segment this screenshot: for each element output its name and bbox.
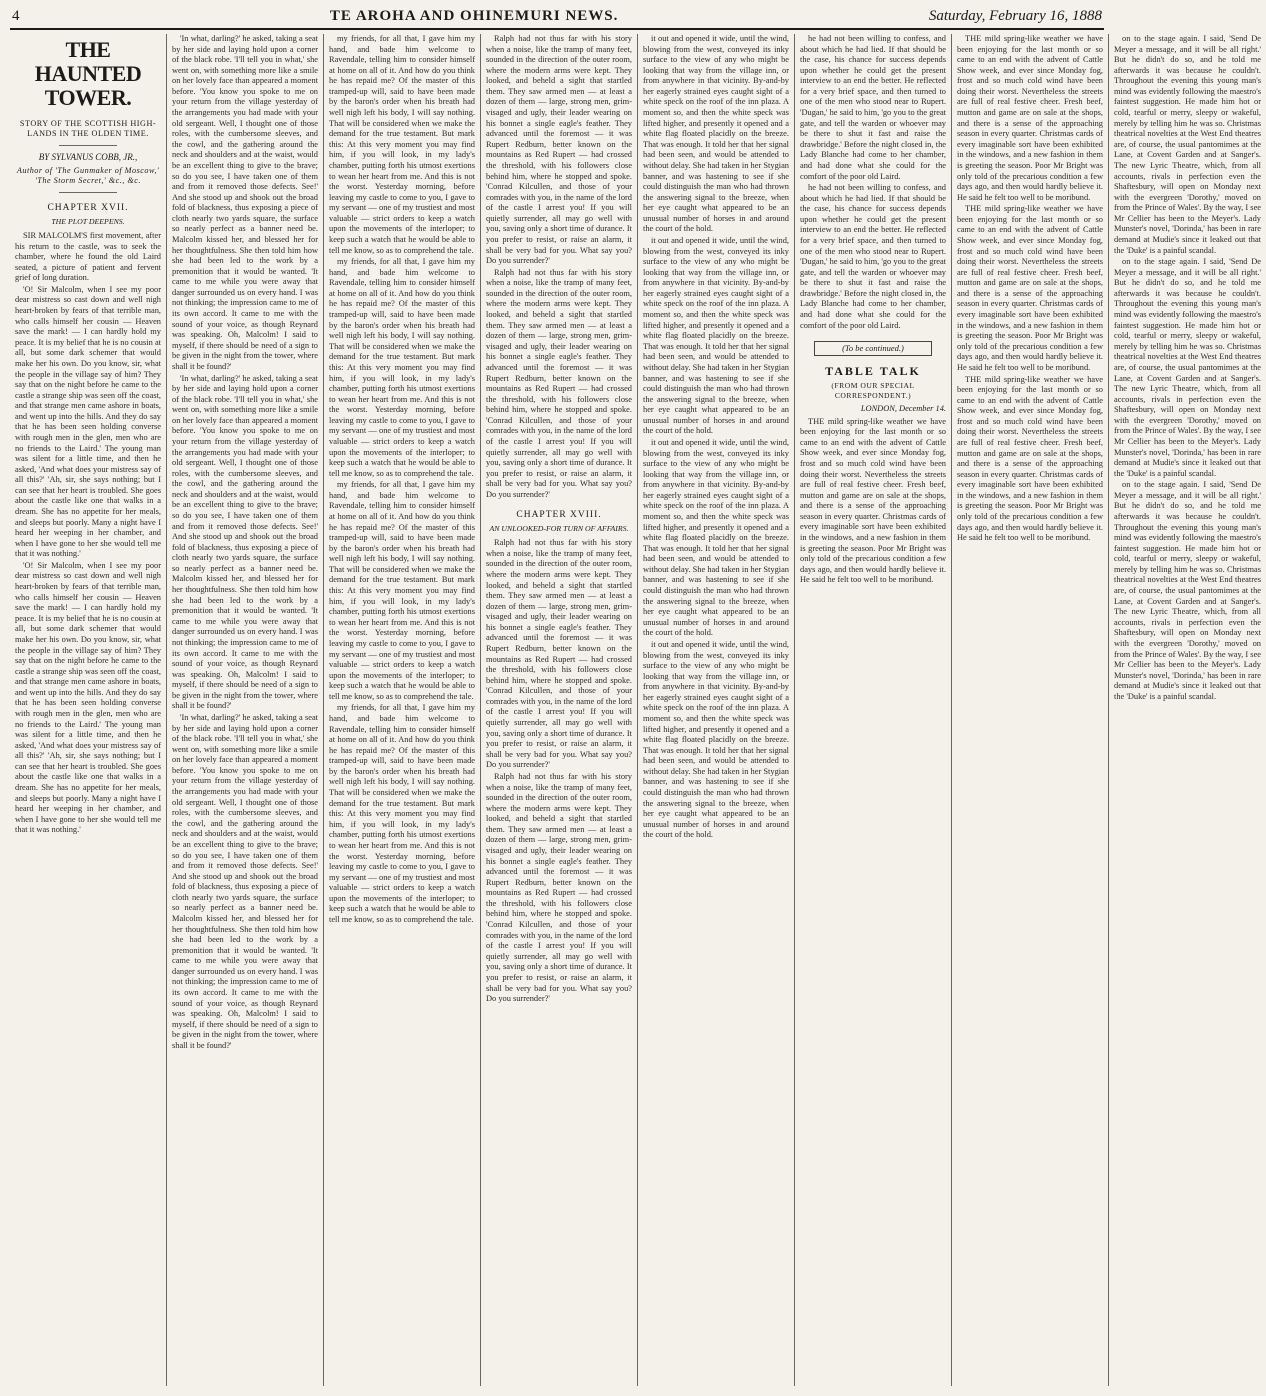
article-paragraph: 'In what, darling?' he asked, taking a seat by her side and laying hold upon a corner of the black robe. 'I'll tell you in what,' she went on, with something more like a smile on her lovely face than appeared a moment before. 'You know you spoke to me on your return from the village yesterday of the arrangements you had made with your old sergeant. Well, I thought one of those roles, with the cumbersome sleeves, and the cowl, and the gathering around the neck and shoulders and at the waist, would be an excellent thing to give to the brave; so do you see, I have taken one of them and from it removed those defects. See!' And she stood up and shook out the broad fold of blackness, thus exposing a piece of cloth nearly two yards square, the surface so nearly perfect as a banner need be. Malcolm kissed her, and blessed her for her thoughtfulness. She then told him how she had been led to the work by a premonition that it would be wanted. 'It came to me while you were away that danger surrounded us on every hand. I was not thinking; the impression came to me of its own accord. It came to me with the sound of your voice, as though Reynard was speaking. Oh, Malcolm! I said to myself, if there should be need of a sign to be given in the night from the tower, where shall it be found?' [172, 713, 318, 1050]
article-paragraph: SIR MALCOLM'S first movement, after his return to the castle, was to seek the chamber, where he found the old Laird seated, a picture of patient and fervent grief of long duration. [15, 230, 161, 283]
article-paragraph: 'In what, darling?' he asked, taking a seat by her side and laying hold upon a corner of the black robe. 'I'll tell you in what,' she went on, with something more like a smile on her lovely face than appeared a moment before. 'You know you spoke to me on your return from the village yesterday of the arrangements you had made with your old sergeant. Well, I thought one of those roles, with the cumbersome sleeves, and the cowl, and the gathering around the neck and shoulders and at the waist, would be an excellent thing to give to the brave; so do you see, I have taken one of them and from it removed those defects. See!' And she stood up and shook out the broad fold of blackness, thus exposing a piece of cloth nearly two yards square, the surface so nearly perfect as a banner need be. Malcolm kissed her, and blessed her for her thoughtfulness. She then told him how she had been led to the work by a premonition that it would be wanted. 'It came to me while you were away that danger surrounded us on every hand. I was not thinking; the impression came to me of its own accord. It came to me with the sound of your voice, as though Reynard was speaking. Oh, Malcolm! I said to myself, if there should be need of a sign to be given in the night from the tower, where shall it be found?' [172, 373, 318, 711]
article-paragraph: my friends, for all that, I gave him my hand, and bade him welcome to Ravendale, telling him to consider himself at home on all of it. And how do you think he has repaid me? Of the master of this tramped-up will, said to have been made by the baron's order when his breath had well nigh left his body, I will say nothing. That will be considered when we make the demand for the true testament. But mark this: At this very moment you may find him, if you will look, in my lady's chamber, putting forth his utmost exertions to wean her heart from me. And this is not the worst. Yesterday morning, before leaving my castle to come to you, I gave to my servant — one of my trustiest and most valuable — strict orders to keep a watch upon the movements of the interloper; to keep such a watch that he would be able to tell me know, so as to comprehend the tale. [329, 34, 475, 255]
article-paragraph: on to the stage again. I said, 'Send De Meyer a message, and it will be all right.' But he didn't do so, and he told me afterwards it was because he couldn't. Throughout the evening this young man's mind was evidently following the maestro's faintest suggestion. He made him hot or cold, tearful or merry, sleepy or wakeful, merely by telling him he was so. Christmas theatrical novelties at the West End theatres are, of course, the usual pantomimes at the Lane, at Covent Garden and at Sanger's. The new Lyric Theatre, which, from all accounts, rivals in perfection even the Shaftesbury, will open on Monday next with the evergreen 'Dorothy,' moved on from the Prince of Wales'. By the way, I see Mr Cellier has been to the Meyer's. Lady Munster's novel, 'Dorinda,' has been in rare demand at Mudie's since it leaked out that the 'Duke' is a painful scandal. [1114, 480, 1261, 701]
article-paragraph: Ralph had not thus far with his story when a noise, like the tramp of many feet, sounded in the direction of the outer room, where the modern arms were kept. They looked, and beheld a sight that startled them. They saw armed men — at least a dozen of them — large, strong men, grim-visaged and ugly, their leader wearing on his bonnet a single eagle's feather. They advanced until the foremost — it was Rupert Redburn, better known on the mountains as Red Rupert — had crossed the threshold, with his followers close behind him, where he stopped and spoke. 'Conrad Kilcullen, and those of your comrades with you, in the name of the lord of the castle I arrest you! If you will quietly surrender, all may go well with you, saving only a short time of durance. It you prefer to resist, or raise an alarm, it shall be very bad for you. What say you? Do you surrender?' [486, 34, 632, 266]
page-number: 4 [12, 8, 20, 24]
correspondent-credit: (FROM OUR SPECIAL CORRESPONDENT.) [831, 381, 915, 400]
article-paragraph: Ralph had not thus far with his story when a noise, like the tramp of many feet, sounded in the direction of the outer room, where the modern arms were kept. They looked, and beheld a sight that startled them. They saw armed men — at least a dozen of them — large, strong men, grim-visaged and ugly, their leader wearing on his bonnet a single eagle's feather. They advanced until the foremost — it was Rupert Redburn, better known on the mountains as Red Rupert — had crossed the threshold, with his followers close behind him, where he stopped and spoke. 'Conrad Kilcullen, and those of your comrades with you, in the name of the lord of the castle I arrest you! If you will quietly surrender, all may go well with you, saving only a short time of durance. It you prefer to resist, or raise an alarm, it shall be very bad for you. What say you? Do you surrender?' [486, 771, 632, 1004]
masthead [10, 8, 1104, 30]
article-paragraph: 'O! Sir Malcolm, when I see my poor dear mistress so cast down and well nigh heart-broken by fears of that terrible man, who calls himself her cousin — Heaven save the mark! — I can hardly hold my peace. It is my belief that he is no cousin at all, but some dark schemer that would make her his own. Do you know, sir, what the people in the village say of him? They say that on the night before he came to the castle a strange ship was seen off the coast, and that strange men came ashore in boats, and went up into the hills. And they do say that he has been seen holding converse with rough men in the glen, men who are no friends to the Laird.' The young man was silent for a little time, and then he asked, 'And what does your mistress say of all this?' 'Ah, sir, she says nothing; but I can see that her heart is troubled. She goes about the castle like one that walks in a dream. She has no appetite for her meals, and sleeps but poorly. Many a night have I heard her weeping in her chamber, and when I have gone to her she would tell me that it was nothing.' [15, 284, 161, 559]
paper-title: TE AROHA AND OHINEMURI NEWS. [329, 8, 619, 24]
section-heading-table-talk: TABLE TALK [825, 363, 921, 378]
continued-notice: (To be continued.) [814, 341, 933, 356]
story-title: THE HAUNTED TOWER. [34, 37, 142, 111]
article-paragraph: it out and opened it wide, until the wind, blowing from the west, conveyed its inky surface to the view of any who might be looking that way from the village inn, or from anywhere in that vicinity. By-and-by her eagerly strained eyes caught sight of a white speck on the roof of the inn plaza. A moment so, and then the white speck was lifted higher, and presently it opened and a white flag floated placidly on the breeze. That was enough. It told her that her signal had been seen, and would be attended to without delay. She had taken in her Stygian banner, and was hastening to see if she could distinguish the man who had thrown the answering signal to the breeze, when her eye caught what appeared to be an unusual number of horses in and around the court of the hold. [643, 437, 789, 638]
column-8 [1109, 34, 1266, 1386]
article-paragraph: Ralph had not thus far with his story when a noise, like the tramp of many feet, sounded in the direction of the outer room, where the modern arms were kept. They looked, and beheld a sight that startled them. They saw armed men — at least a dozen of them — large, strong men, grim-visaged and ugly, their leader wearing on his bonnet a single eagle's feather. They advanced until the foremost — it was Rupert Redburn, better known on the mountains as Red Rupert — had crossed the threshold, with his followers close behind him, where he stopped and spoke. 'Conrad Kilcullen, and those of your comrades with you, in the name of the lord of the castle I arrest you! If you will quietly surrender, all may go well with you, saving only a short time of durance. It you prefer to resist, or raise an alarm, it shall be very bad for you. What say you? Do you surrender?' [486, 538, 632, 770]
article-paragraph: THE mild spring-like weather we have been enjoying for the last month or so came to an end with the advent of Cattle Show week, and ever since Monday fog, frost and so much cold wind have been doing their worst. Nevertheless the streets are full of real festive cheer. Fresh beef, mutton and game are on sale at the shops, and there is a sense of the approaching season in every quarter. Christmas cards of every imaginable sort have been exhibited in the windows, and a new fashion in them is greeting the season. Poor Mr Bright was only told of the precarious condition a few days ago, and then would hardly believe it. He said he felt too well to be moribund. [957, 34, 1103, 202]
column-3 [324, 34, 481, 1386]
article-paragraph: my friends, for all that, I gave him my hand, and bade him welcome to Ravendale, telling him to consider himself at home on all of it. And how do you think he has repaid me? Of the master of this tramped-up will, said to have been made by the baron's order when his breath had well nigh left his body, I will say nothing. That will be considered when we make the demand for the true testament. But mark this: At this very moment you may find him, if you will look, in my lady's chamber, putting forth his utmost exertions to wean her heart from me. And this is not the worst. Yesterday morning, before leaving my castle to come to you, I gave to my servant — one of my trustiest and most valuable — strict orders to keep a watch upon the movements of the interloper; to keep such a watch that he would be able to tell me know, so as to comprehend the tale. [329, 703, 475, 924]
column-4 [481, 34, 638, 1386]
article-paragraph: my friends, for all that, I gave him my hand, and bade him welcome to Ravendale, telling him to consider himself at home on all of it. And how do you think he has repaid me? Of the master of this tramped-up will, said to have been made by the baron's order when his breath had well nigh left his body, I will say nothing. That will be considered when we make the demand for the true testament. But mark this: At this very moment you may find him, if you will look, in my lady's chamber, putting forth his utmost exertions to wean her heart from me. And this is not the worst. Yesterday morning, before leaving my castle to come to you, I gave to my servant — one of my trustiest and most valuable — strict orders to keep a watch upon the movements of the interloper; to keep such a watch that he would be able to tell me know, so as to comprehend the tale. [329, 257, 475, 478]
article-paragraph: on to the stage again. I said, 'Send De Meyer a message, and it will be all right.' But he didn't do so, and he told me afterwards it was because he couldn't. Throughout the evening this young man's mind was evidently following the maestro's faintest suggestion. He made him hot or cold, tearful or merry, sleepy or wakeful, merely by telling him he was so. Christmas theatrical novelties at the West End theatres are, of course, the usual pantomimes at the Lane, at Covent Garden and at Sanger's. The new Lyric Theatre, which, from all accounts, rivals in perfection even the Shaftesbury, will open on Monday next with the evergreen 'Dorothy,' moved on from the Prince of Wales'. By the way, I see Mr Cellier has been to the Meyer's. Lady Munster's novel, 'Dorinda,' has been in rare demand at Mudie's since it leaked out that the 'Duke' is a painful scandal. [1114, 257, 1261, 478]
issue-date: Saturday, February 16, 1888 [928, 8, 1102, 24]
article-paragraph: THE mild spring-like weather we have been enjoying for the last month or so came to an end with the advent of Cattle Show week, and ever since Monday fog, frost and so much cold wind have been doing their worst. Nevertheless the streets are full of real festive cheer. Fresh beef, mutton and game are on sale at the shops, and there is a sense of the approaching season in every quarter. Christmas cards of every imaginable sort have been exhibited in the windows, and a new fashion in them is greeting the season. Poor Mr Bright was only told of the precarious condition a few days ago, and then would hardly believe it. He said he felt too well to be moribund. [957, 204, 1103, 372]
article-paragraph: on to the stage again. I said, 'Send De Meyer a message, and it will be all right.' But he didn't do so, and he told me afterwards it was because he couldn't. Throughout the evening this young man's mind was evidently following the maestro's faintest suggestion. He made him hot or cold, tearful or merry, sleepy or wakeful, merely by telling him he was so. Christmas theatrical novelties at the West End theatres are, of course, the usual pantomimes at the Lane, at Covent Garden and at Sanger's. The new Lyric Theatre, which, from all accounts, rivals in perfection even the Shaftesbury, will open on Monday next with the evergreen 'Dorothy,' moved on from the Prince of Wales'. By the way, I see Mr Cellier has been to the Meyer's. Lady Munster's novel, 'Dorinda,' has been in rare demand at Mudie's since it leaked out that the 'Duke' is a painful scandal. [1114, 34, 1261, 255]
article-paragraph: THE mild spring-like weather we have been enjoying for the last month or so came to an end with the advent of Cattle Show week, and ever since Monday fog, frost and so much cold wind have been doing their worst. Nevertheless the streets are full of real festive cheer. Fresh beef, mutton and game are on sale at the shops, and there is a sense of the approaching season in every quarter. Christmas cards of every imaginable sort have been exhibited in the windows, and a new fashion in them is greeting the season. Poor Mr Bright was only told of the precarious condition a few days ago, and then would hardly believe it. He said he felt too well to be moribund. [957, 374, 1103, 543]
article-paragraph: Ralph had not thus far with his story when a noise, like the tramp of many feet, sounded in the direction of the outer room, where the modern arms were kept. They looked, and beheld a sight that startled them. They saw armed men — at least a dozen of them — large, strong men, grim-visaged and ugly, their leader wearing on his bonnet a single eagle's feather. They advanced until the foremost — it was Rupert Redburn, better known on the mountains as Red Rupert — had crossed the threshold, with his followers close behind him, where he stopped and spoke. 'Conrad Kilcullen, and those of your comrades with you, in the name of the lord of the castle I arrest you! If you will quietly surrender, all may go well with you, saving only a short time of durance. It you prefer to resist, or raise an alarm, it shall be very bad for you. What say you? Do you surrender?' [486, 267, 632, 499]
column-6 [795, 34, 952, 1386]
chapter-subheading: THE PLOT DEEPENS. [51, 217, 125, 227]
article-paragraph: my friends, for all that, I gave him my hand, and bade him welcome to Ravendale, telling him to consider himself at home on all of it. And how do you think he has repaid me? Of the master of this tramped-up will, said to have been made by the baron's order when his breath had well nigh left his body, I will say nothing. That will be considered when we make the demand for the true testament. But mark this: At this very moment you may find him, if you will look, in my lady's chamber, putting forth his utmost exertions to wean her heart from me. And this is not the worst. Yesterday morning, before leaving my castle to come to you, I gave to my servant — one of my trustiest and most valuable — strict orders to keep a watch upon the movements of the interloper; to keep such a watch that he would be able to tell me know, so as to comprehend the tale. [329, 480, 475, 701]
story-byline: BY SYLVANUS COBB, JR., [38, 152, 138, 163]
article-paragraph: it out and opened it wide, until the wind, blowing from the west, conveyed its inky surface to the view of any who might be looking that way from the village inn, or from anywhere in that vicinity. By-and-by her eagerly strained eyes caught sight of a white speck on the roof of the inn plaza. A moment so, and then the white speck was lifted higher, and presently it opened and a white flag floated placidly on the breeze. That was enough. It told her that her signal had been seen, and would be attended to without delay. She had taken in her Stygian banner, and was hastening to see if she could distinguish the man who had thrown the answering signal to the breeze, when her eye caught what appeared to be an unusual number of horses in and around the court of the hold. [643, 639, 789, 840]
article-paragraph: he had not been willing to confess, and about which he had lied. If that should be the case, his chance for success depends upon whether he could get the present interview to an end the better. He reflected for a very brief space, and then turned to one of the men who stood near to Rupert. 'Dugan,' he said to him, 'go you to the great gate, and tell the warden or whoever may be there to shut it fast and raise the drawbridge.' Before the night closed in, the Lady Blanche had come to her chamber, and had done what she could for the comfort of the poor old Laird. [800, 34, 946, 181]
chapter-heading: CHAPTER XVII. [47, 203, 129, 214]
article-paragraph: it out and opened it wide, until the wind, blowing from the west, conveyed its inky surface to the view of any who might be looking that way from the village inn, or from anywhere in that vicinity. By-and-by her eagerly strained eyes caught sight of a white speck on the roof of the inn plaza. A moment so, and then the white speck was lifted higher, and presently it opened and a white flag floated placidly on the breeze. That was enough. It told her that her signal had been seen, and would be attended to without delay. She had taken in her Stygian banner, and was hastening to see if she could distinguish the man who had thrown the answering signal to the breeze, when her eye caught what appeared to be an unusual number of horses in and around the court of the hold. [643, 34, 789, 234]
article-paragraph: 'O! Sir Malcolm, when I see my poor dear mistress so cast down and well nigh heart-broken by fears of that terrible man, who calls himself her cousin — Heaven save the mark! — I can hardly hold my peace. It is my belief that he is no cousin at all, but some dark schemer that would make her his own. Do you know, sir, what the people in the village say of him? They say that on the night before he came to the castle a strange ship was seen off the coast, and that strange men came ashore in boats, and went up into the hills. And they do say that he has been seen holding converse with rough men in the glen, men who are no friends to the Laird.' The young man was silent for a little time, and then he asked, 'And what does your mistress say of all this?' 'Ah, sir, she says nothing; but I can see that her heart is troubled. She goes about the castle like one that walks in a dream. She has no appetite for her meals, and sleeps but poorly. Many a night have I heard her weeping in her chamber, and when I have gone to her she would tell me that it was nothing.' [15, 560, 161, 835]
column-1 [10, 34, 167, 1386]
author-note: Author of 'The Gunmaker of Moscow,' 'The Storm Secret,' &c., &c. [16, 165, 160, 185]
column-5 [638, 34, 795, 1386]
chapter-heading: CHAPTER XVIII. [516, 510, 602, 521]
chapter-subheading: AN UNLOOKED-FOR TURN OF AFFAIRS. [489, 524, 629, 534]
column-2 [167, 34, 324, 1386]
article-paragraph: it out and opened it wide, until the wind, blowing from the west, conveyed its inky surface to the view of any who might be looking that way from the village inn, or from anywhere in that vicinity. By-and-by her eagerly strained eyes caught sight of a white speck on the roof of the inn plaza. A moment so, and then the white speck was lifted higher, and presently it opened and a white flag floated placidly on the breeze. That was enough. It told her that her signal had been seen, and would be attended to without delay. She had taken in her Stygian banner, and was hastening to see if she could distinguish the man who had thrown the answering signal to the breeze, when her eye caught what appeared to be an unusual number of horses in and around the court of the hold. [643, 235, 789, 436]
article-paragraph: 'In what, darling?' he asked, taking a seat by her side and laying hold upon a corner of the black robe. 'I'll tell you in what,' she went on, with something more like a smile on her lovely face than appeared a moment before. 'You know you spoke to me on your return from the village yesterday of the arrangements you had made with your old sergeant. Well, I thought one of those roles, with the cumbersome sleeves, and the cowl, and the gathering around the neck and shoulders and at the waist, would be an excellent thing to give to the brave; so do you see, I have taken one of them and from it removed those defects. See!' And she stood up and shook out the broad fold of blackness, thus exposing a piece of cloth nearly two yards square, the surface so nearly perfect as a banner need be. Malcolm kissed her, and blessed her for her thoughtfulness. She then told him how she had been led to the work by a premonition that it would be wanted. 'It came to me while you were away that danger surrounded us on every hand. I was not thinking; the impression came to me of its own accord. It came to me with the sound of your voice, as though Reynard was speaking. Oh, Malcolm! I said to myself, if there should be need of a sign to be given in the night from the tower, where shall it be found?' [172, 34, 318, 371]
dateline: LONDON, December 14. [860, 404, 946, 414]
column-7 [952, 34, 1109, 1386]
article-paragraph: THE mild spring-like weather we have been enjoying for the last month or so came to an end with the advent of Cattle Show week, and ever since Monday fog, frost and so much cold wind have been doing their worst. Nevertheless the streets are full of real festive cheer. Fresh beef, mutton and game are on sale at the shops, and there is a sense of the approaching season in every quarter. Christmas cards of every imaginable sort have been exhibited in the windows, and a new fashion in them is greeting the season. Poor Mr Bright was only told of the precarious condition a few days ago, and then would hardly believe it. He said he felt too well to be moribund. [800, 416, 946, 585]
story-subtitle: STORY OF THE SCOTTISH HIGH-LANDS IN THE OLDEN TIME. [19, 118, 157, 138]
article-paragraph: he had not been willing to confess, and about which he had lied. If that should be the case, his chance for success depends upon whether he could get the present interview to an end the better. He reflected for a very brief space, and then turned to one of the men who stood near to Rupert. 'Dugan,' he said to him, 'go you to the great gate, and tell the warden or whoever may be there to shut it fast and raise the drawbridge.' Before the night closed in, the Lady Blanche had come to her chamber, and had done what she could for the comfort of the poor old Laird. [800, 183, 946, 330]
divider [59, 145, 117, 146]
divider [59, 192, 117, 193]
